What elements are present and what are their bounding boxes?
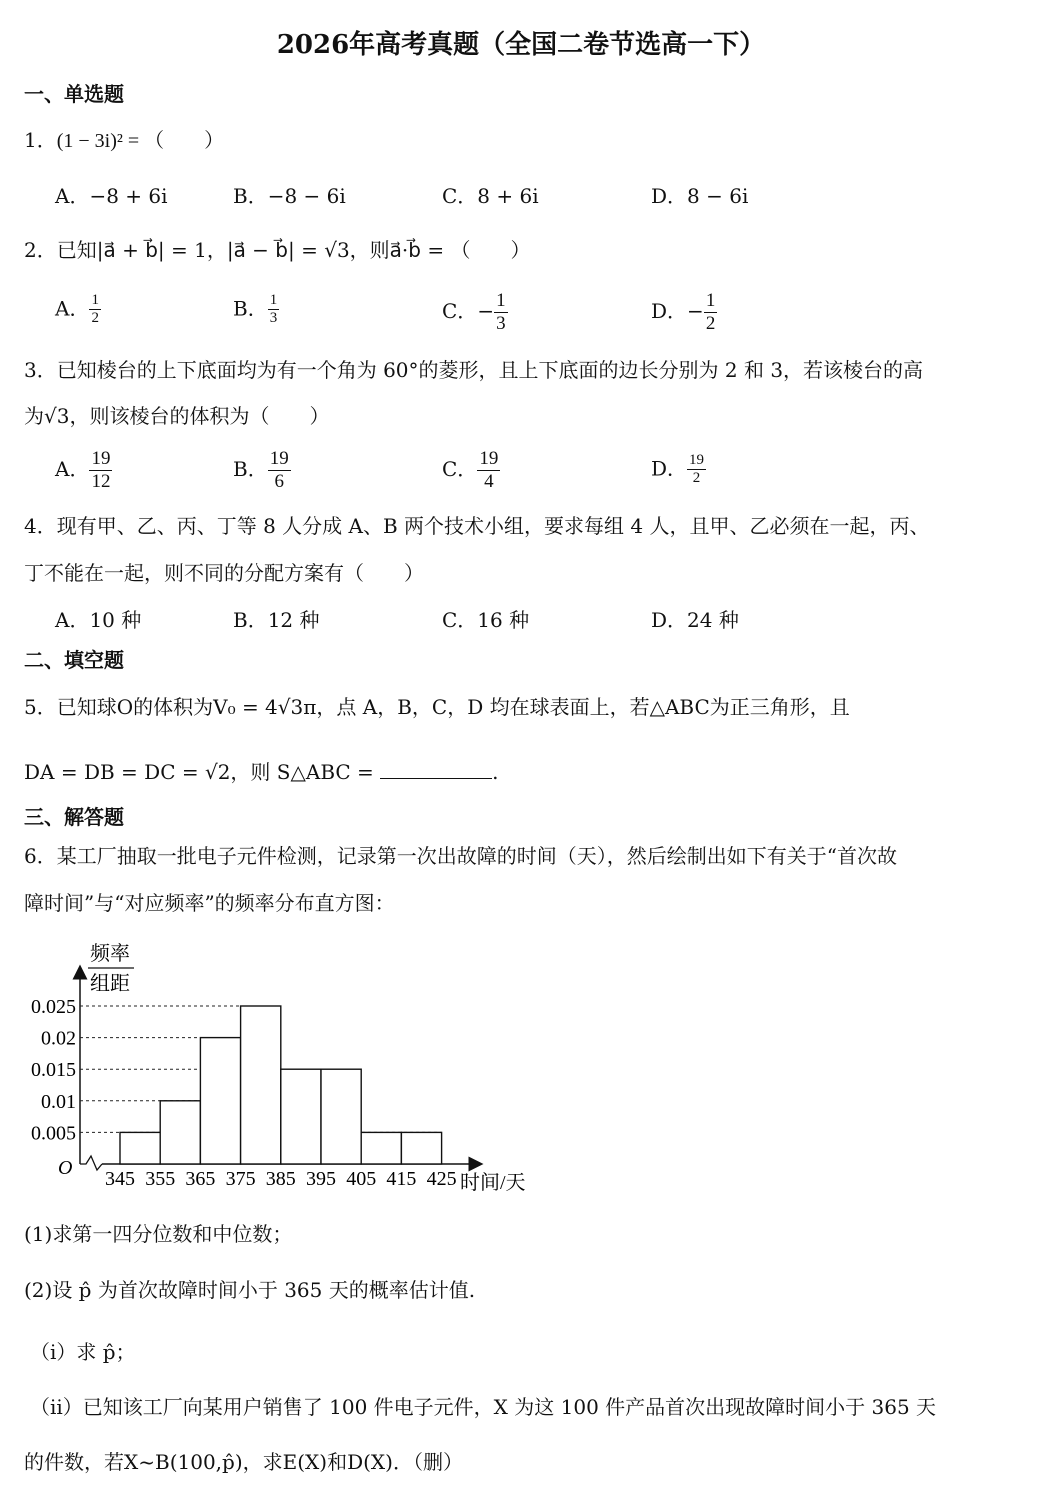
fraction-numerator: 1	[496, 290, 506, 311]
histogram-bar-345-355	[120, 1132, 160, 1164]
question-5-line-1: 5．已知球O的体积为V₀ = 4√3π，点 A，B，C，D 均在球表面上，若△ABC为正三角形，且	[24, 695, 850, 719]
x-tick-label: 385	[265, 1168, 296, 1190]
fraction-denominator: 2	[692, 470, 701, 487]
question-6-line-2: 障时间”与“对应频率”的频率分布直方图：	[24, 891, 395, 915]
histogram-bar-385-395	[281, 1069, 321, 1164]
question-2-number: 2．	[24, 238, 57, 262]
question-2-stem	[24, 240, 530, 260]
option-letter: C．	[442, 456, 478, 481]
question-6-part-2-ii-line-2: 的件数，若X~B(100,p̂)，求E(X)和D(X)．（删）	[24, 1450, 463, 1474]
y-axis-label-bottom: 组距	[90, 973, 130, 995]
question-4-line-1: 4．现有甲、乙、丙、丁等 8 人分成 A、B 两个技术小组，要求每组 4 人，且甲、乙必须在一起，丙、	[24, 514, 930, 538]
fraction-numerator: 1	[268, 292, 280, 310]
histogram-bar-365-375	[200, 1038, 240, 1164]
question-1-number: 1．	[24, 128, 57, 152]
option-letter: D．	[651, 298, 688, 323]
option-fraction	[89, 292, 101, 328]
question-6-part-2-ii-line-1: （ii）已知该工厂向某用户销售了 100 件电子元件，X 为这 100 件产品首次出现故障时间小于 365 天	[30, 1395, 937, 1419]
option-letter: A．	[55, 296, 90, 321]
option-letter: B．	[233, 296, 268, 321]
question-1-stem	[24, 130, 224, 151]
page-title: 2026年高考真题（全国二卷节选高一下）	[276, 30, 766, 60]
x-tick-label: 355	[145, 1168, 176, 1190]
question-4-option-b: B．12 种	[233, 608, 320, 632]
section-heading-fill-blank: 二、填空题	[24, 648, 124, 672]
option-fraction	[494, 290, 508, 335]
y-tick-label: 0.01	[41, 1090, 76, 1113]
fraction-numerator: 1	[89, 292, 101, 310]
question-3-line-1: 3．已知棱台的上下底面均为有一个角为 60°的菱形，且上下底面的边长分别为 2 和 3，若该棱台的高	[24, 358, 924, 382]
fraction-numerator: 19	[479, 448, 499, 469]
histogram-bar-375-385	[241, 1006, 281, 1164]
question-1-option-a: A．−8 + 6i	[55, 184, 168, 208]
question-2-option-a	[55, 292, 101, 328]
question-1-option-d: D．8 − 6i	[651, 184, 749, 208]
histogram-bar-415-425	[401, 1132, 441, 1164]
x-axis-label: 时间/天	[460, 1172, 526, 1194]
option-letter: A．	[55, 456, 90, 481]
x-tick-label: 425	[426, 1168, 457, 1190]
origin-label: O	[58, 1157, 73, 1179]
option-fraction	[687, 452, 706, 488]
option-letter: D．	[651, 456, 688, 481]
x-axis-break	[80, 1156, 102, 1170]
fraction-denominator: 3	[269, 310, 278, 327]
question-3-option-a	[55, 448, 112, 493]
question-2-text: 已知|a⃗ + b⃗| = 1，|a⃗ − b⃗| = √3，则a⃗·b⃗ = （ ）	[56, 238, 531, 262]
answer-blank	[380, 760, 492, 779]
option-fraction	[268, 448, 291, 493]
y-tick-label: 0.005	[31, 1122, 76, 1145]
histogram-bar-395-405	[321, 1069, 361, 1164]
x-tick-label: 395	[306, 1168, 336, 1190]
section-heading-single-choice: 一、单选题	[24, 82, 124, 106]
x-tick-label: 405	[346, 1168, 377, 1190]
fraction-numerator: 19	[91, 448, 111, 469]
question-4-option-a: A．10 种	[55, 608, 142, 632]
question-1-expression: (1 − 3i)² = （ ）	[56, 130, 225, 152]
question-2-option-b	[233, 292, 279, 328]
question-6-part-2: (2)设 p̂ 为首次故障时间小于 365 天的概率估计值.	[24, 1278, 476, 1302]
fraction-numerator: 1	[705, 290, 716, 311]
question-2-option-c	[442, 290, 508, 335]
question-3-line-2: 为√3，则该棱台的体积为（ ）	[24, 404, 330, 428]
fraction-denominator: 2	[705, 312, 716, 334]
option-fraction	[477, 448, 500, 493]
x-tick-label: 365	[185, 1168, 216, 1190]
option-fraction	[704, 290, 718, 335]
question-5-line-2	[24, 760, 499, 782]
question-1-option-c: C．8 + 6i	[442, 184, 539, 208]
fraction-denominator: 3	[496, 312, 506, 334]
fraction-denominator: 12	[91, 470, 111, 492]
fraction-denominator: 4	[484, 470, 494, 492]
question-4-option-c: C．16 种	[442, 608, 530, 632]
question-6-line-1: 6．某工厂抽取一批电子元件检测，记录第一次出故障的时间（天），然后绘制出如下有关于“首次故	[24, 844, 897, 868]
fraction-numerator: 19	[687, 452, 706, 470]
frequency-histogram	[18, 936, 548, 1204]
y-tick-label: 0.015	[31, 1059, 76, 1082]
option-sign: −	[477, 298, 495, 323]
x-tick-label: 415	[386, 1168, 417, 1190]
question-4-option-d: D．24 种	[651, 608, 739, 632]
question-3-option-b	[233, 448, 291, 493]
x-tick-label: 375	[225, 1168, 256, 1190]
question-3-option-d	[651, 452, 706, 488]
fraction-denominator: 2	[91, 310, 99, 327]
question-6-part-1: (1)求第一四分位数和中位数；	[24, 1222, 293, 1246]
option-sign: −	[687, 298, 704, 323]
option-letter: B．	[233, 456, 268, 481]
option-fraction	[89, 448, 112, 493]
question-5-period: .	[492, 760, 499, 784]
y-tick-label: 0.025	[31, 996, 76, 1018]
question-5-condition: DA = DB = DC = √2，则 S△ABC =	[24, 760, 381, 784]
option-fraction	[268, 292, 280, 328]
y-axis-label-top: 频率	[90, 943, 130, 965]
fraction-denominator: 6	[274, 470, 284, 492]
y-tick-label: 0.02	[41, 1027, 76, 1050]
question-4-line-2: 丁不能在一起，则不同的分配方案有（ ）	[24, 561, 424, 585]
histogram-bar-405-415	[361, 1132, 401, 1164]
histogram-bar-355-365	[160, 1101, 200, 1164]
fraction-numerator: 19	[269, 448, 289, 469]
question-6-part-2-i: （i）求 p̂；	[30, 1340, 136, 1364]
question-2-option-d	[651, 290, 717, 335]
question-1-option-b: B．−8 − 6i	[233, 184, 346, 208]
section-heading-problems: 三、解答题	[24, 805, 124, 829]
option-letter: C．	[442, 298, 478, 323]
x-tick-label: 345	[105, 1168, 135, 1190]
question-3-option-c	[442, 448, 500, 493]
